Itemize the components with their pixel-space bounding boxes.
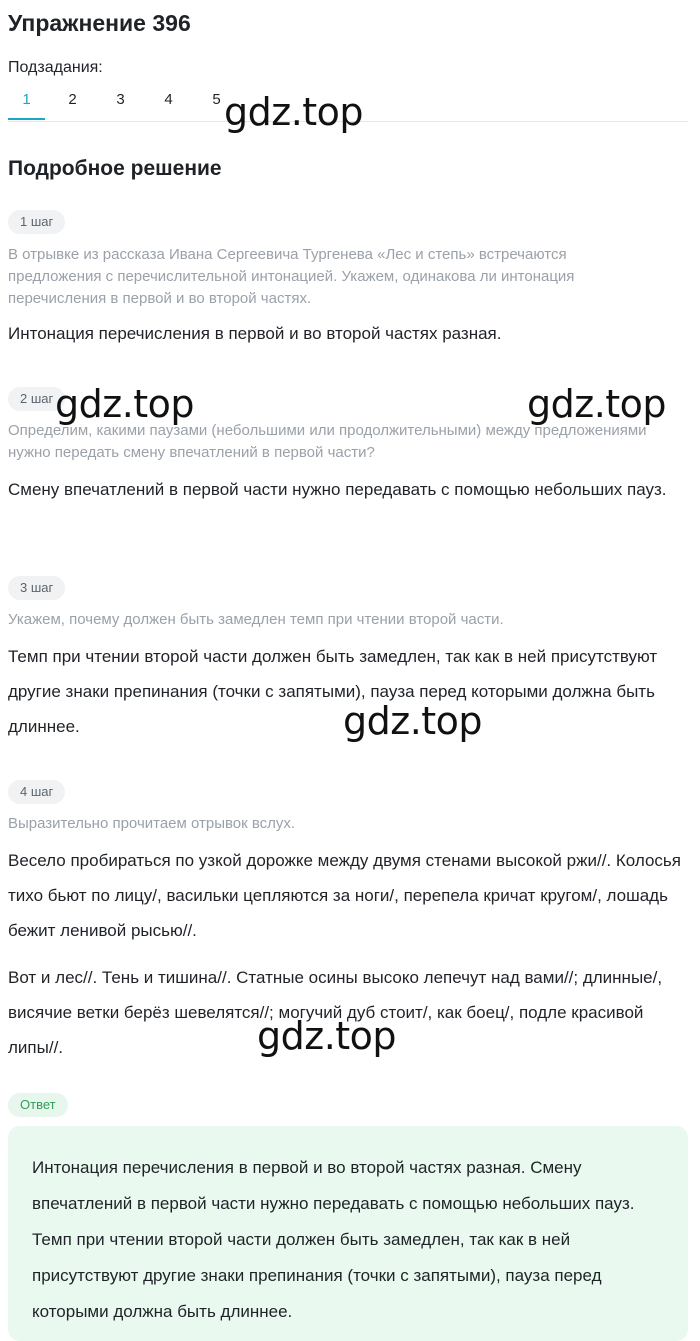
step-badge-4: 4 шаг <box>8 780 65 804</box>
tab-subtask-1[interactable]: 1 <box>8 90 45 120</box>
answer-badge: Ответ <box>8 1093 68 1117</box>
solution-heading: Подробное решение <box>8 157 222 180</box>
tab-subtask-4[interactable]: 4 <box>164 91 173 108</box>
step-hint-3: Укажем, почему должен быть замедлен темп при чтении второй части. <box>8 611 504 628</box>
step-hint-4: Выразительно прочитаем отрывок вслух. <box>8 815 296 832</box>
tab-subtask-5[interactable]: 5 <box>212 91 221 108</box>
watermark: gdz.top <box>55 382 195 426</box>
subtasks-label: Подзадания: <box>8 59 103 76</box>
watermark: gdz.top <box>527 382 667 426</box>
step-hint-1: В отрывке из рассказа Ивана Сергеевича Тургенева «Лес и степь» встречаются предложения с перечислительной интонацией. Укажем, одинакова ли интонация перечисления в первой и во второй частях. <box>8 246 575 307</box>
answer-text: Интонация перечисления в первой и во второй частях разная. Смену впечатлений в первой части нужно передавать с помощью небольших пауз. Темп при чтении второй части должен быть замедлен, так как в ней присутствуют другие знаки препинания (точки с запятыми), пауза перед которыми должна быть длиннее. <box>32 1158 635 1321</box>
step-badge-2: 2 шаг <box>8 387 65 411</box>
step-text-4: Весело пробираться по узкой дорожке между двумя стенами высокой ржи//. Колосья тихо бьют по лицу/, васильки цепляются за ноги/, перепела кричат кругом/, лошадь бежит ленивой рысью//. <box>8 851 681 940</box>
watermark: gdz.top <box>343 699 483 743</box>
step-hint-2: Определим, какими паузами (небольшими или продолжительными) между предложениями нужно передать смену впечатлений в первой части? <box>8 422 647 461</box>
step-text-2: Смену впечатлений в первой части нужно передавать с помощью небольших пауз. <box>8 480 667 499</box>
step-text-4b: Вот и лес//. Тень и тишина//. Статные осины высоко лепечут над вами//; длинные/, висячие ветки берёз шевелятся//; могучий дуб стоит/, как боец/, подле красивой липы//. <box>8 968 663 1057</box>
tab-subtask-2[interactable]: 2 <box>68 91 77 108</box>
answer-box <box>8 1126 688 1341</box>
step-text-1: Интонация перечисления в первой и во второй частях разная. <box>8 324 502 343</box>
watermark: gdz.top <box>224 90 364 134</box>
watermark: gdz.top <box>257 1014 397 1058</box>
page-title: Упражнение 396 <box>8 10 191 36</box>
tab-subtask-3[interactable]: 3 <box>116 91 125 108</box>
step-badge-1: 1 шаг <box>8 210 65 234</box>
step-badge-3: 3 шаг <box>8 576 65 600</box>
step-text-3: Темп при чтении второй части должен быть замедлен, так как в ней присутствуют другие знаки препинания (точки с запятыми), пауза перед которыми должна быть длиннее. <box>8 647 658 736</box>
